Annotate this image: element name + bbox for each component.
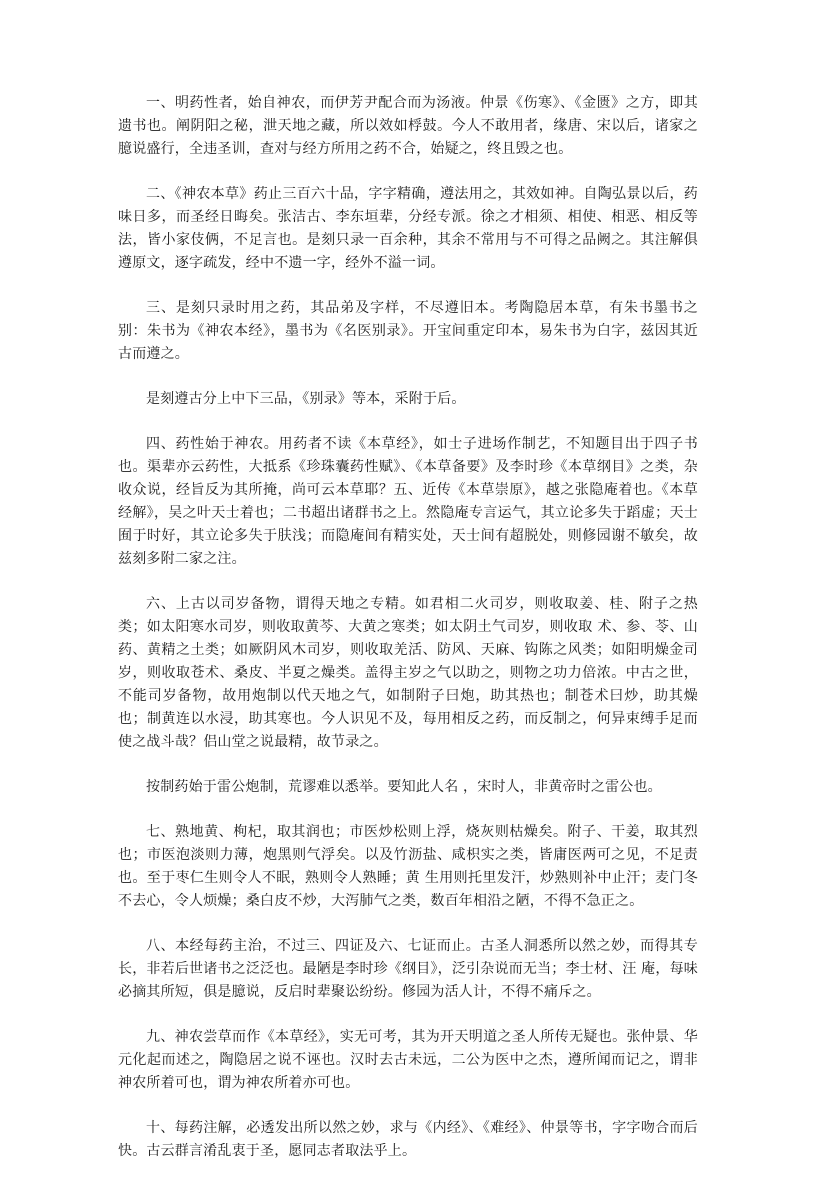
paragraph-10: 十、每药注解，必透发出所以然之妙，求与《内经》、《难经》、仲景等书，字字吻合而后快。古云群言淆乱衷于圣，愿同志者取法乎上。 [118,1120,698,1159]
paragraph-8: 八、本经每药主治，不过三、四证及六、七证而止。古圣人洞悉所以然之妙，而得其专长，非若后世诸书之泛泛也。最陋是李时珍《纲目》，泛引杂说而无当；李士材、汪 庵，每味必摘其所短，俱是臆说，反启时辈聚讼纷纷。修园为活人计，不得不痛斥之。 [118,938,698,1000]
paragraph-note-leigong: 按制药始于雷公炮制，荒谬难以悉举。要知此人名 ，宋时人，非黄帝时之雷公也。 [146,779,662,795]
paragraph-7: 七、熟地黄、枸杞，取其润也；市医炒松则上浮，烧灰则枯燥矣。附子、干姜，取其烈也；市医泡淡则力薄，炮黑则气浮矣。以及竹沥盐、咸枳实之类，皆庸医两可之见，不足责也。至于枣仁生则令人不眠，熟则令人熟睡；黄 生用则托里发汗，炒熟则补中止汗；麦门冬不去心，令人烦燥；桑白皮不炒，大泻肺气之类，数百年相沿之陋，不得不急正之。 [118,824,698,909]
paragraph-4: 四、药性始于神农。用药者不读《本草经》，如士子进场作制艺，不知题目出于四子书也。渠辈亦云药性，大抵系《珍珠囊药性赋》、《本草备要》及李时珍《本草纲目》之类，杂收众说，经旨反为其所掩，尚可云本草耶？五、近传《本草崇原》，越之张隐庵着也。《本草经解》，吴之叶天士着也；二书超出诸群书之上。然隐庵专言运气，其立论多失于蹈虚；天士囿于时好，其立论多失于肤浅；而隐庵间有精实处，天士间有超脱处，则修园谢不敏矣，故兹刻多附二家之注。 [118,436,698,567]
paragraph-9: 九、神农尝草而作《本草经》，实无可考，其为开天明道之圣人所传无疑也。张仲景、华元化起而述之，陶隐居之说不诬也。汉时去古未远，二公为医中之杰，遵所闻而记之，谓非神农所着可也，谓为神农所着亦可也。 [118,1029,698,1091]
paragraph-2: 二、《神农本草》药止三百六十品，字字精确，遵法用之，其效如神。自陶弘景以后，药味日多，而圣经日晦矣。张洁古、李东垣辈，分经专派。徐之才相须、相使、相恶、相反等法，皆小家伎俩，不足言也。是刻只录一百余种，其余不常用与不可得之品阙之。其注解俱遵原文，逐字疏发，经中不遗一字，经外不溢一词。 [118,186,698,271]
paragraph-1: 一、明药性者，始自神农，而伊芳尹配合而为汤液。仲景《伤寒》、《金匮》之方，即其遗书也。阐阴阳之秘，泄天地之藏，所以效如桴鼓。今人不敢用者，缘唐、宋以后，诸家之臆说盛行，全违圣训，查对与经方所用之药不合，始疑之，终且毁之也。 [118,95,698,157]
paragraph-3: 三、是刻只录时用之药，其品弟及字样，不尽遵旧本。考陶隐居本草，有朱书墨书之别：朱书为《神农本经》，墨书为《名医别录》。开宝间重定印本，易朱书为白字，兹因其近古而遵之。 [118,300,698,362]
paragraph-note-three-grades: 是刻遵古分上中下三品，《别录》等本，采附于后。 [146,391,466,407]
paragraph-6: 六、上古以司岁备物，谓得天地之专精。如君相二火司岁，则收取姜、桂、附子之热类；如太阳寒水司岁，则收取黄芩、大黄之寒类；如太阴土气司岁，则收取 术、参、苓、山药、黄精之土类；如厥阴风木司岁，则收取羌活、防风、天麻、钩陈之风类；如阳明燥金司岁，则收取苍术、桑皮、半夏之燥类。盖得主岁之气以助之，则物之功力倍浓。中古之世，不能司岁备物，故用炮制以代天地之气，如制附子曰炮，助其热也；制苍术曰炒，助其燥也；制黄连以水浸，助其寒也。今人识见不及，每用相反之药，而反制之，何异束缚手足而使之战斗哉？侣山堂之说最精，故节录之。 [118,596,698,750]
document-page [118,92,698,1185]
